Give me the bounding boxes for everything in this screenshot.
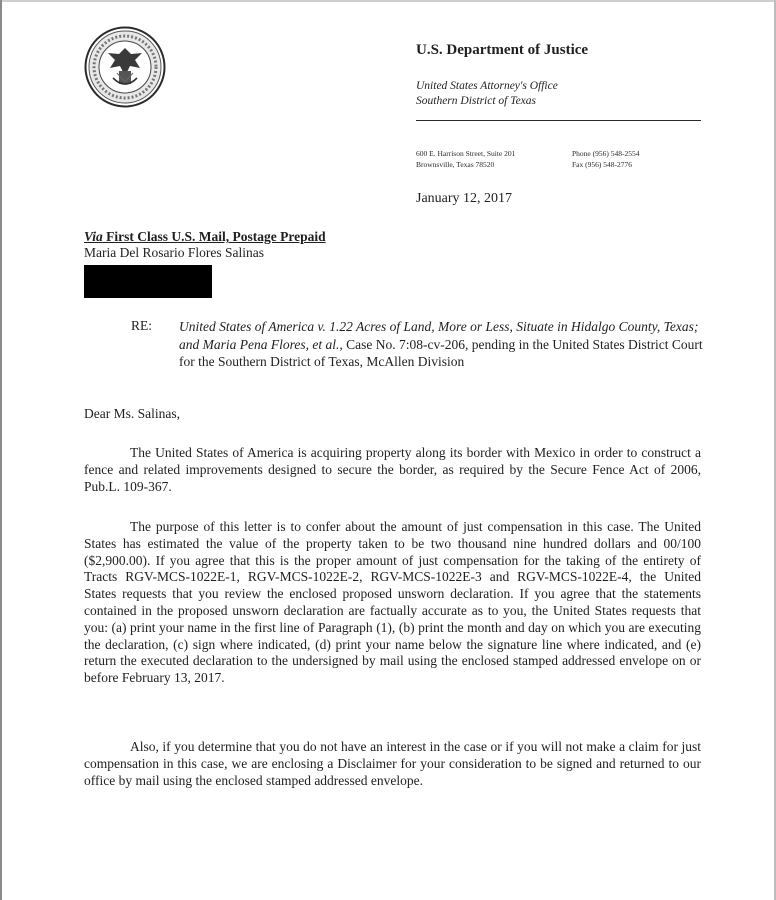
body-paragraph-3: Also, if you determine that you do not have an interest in the case or if you will not make a claim for just compensation in this case, we are enclosing a Disclaimer for your consideration to be signed and returned to our office by mail using the enclosed stamped addressed envelope.: [84, 739, 701, 788]
fax-number: Fax (956) 548-2776: [572, 160, 632, 169]
re-label: RE:: [131, 318, 153, 333]
office-district: Southern District of Texas: [416, 95, 537, 107]
header-divider: [416, 120, 701, 121]
page-top-edge: [0, 0, 776, 2]
address-line-2: Brownsville, Texas 78520: [416, 160, 495, 169]
case-title: United States of America v. 1.22 Acres of Land, More or Less, Situate in Hidalgo County, Texas; and Maria Pena Flores, et al.,: [179, 319, 699, 352]
case-details: Case No. 7:08-cv-206, pending in the United States District Court for the Southern District of Texas, McAllen Division: [179, 336, 703, 369]
body-paragraph-2: The purpose of this letter is to confer about the amount of just compensation in this case. The United States has estimated the value of the property taken to be two thousand nine hundred dollars and 00/100 ($2,900.00). If you agree that this is the proper amount of just compensation for the taking of the entirety of Tracts RGV-MCS-1022E-1, RGV-MCS-1022E-2, RGV-MCS-1022E-3 and RGV-MCS-1022E-4, the United States requests that you review the enclosed proposed unsworn declaration. If you agree that the statements contained in the proposed unsworn declaration are factually accurate as to you, the United States requests that you: (a) print your name in the first line of Paragraph (1), (b) print the month and day on which you are executing the declaration, (c) sign where indicated, (d) print your name below the signature line where indicated, and (e) return the executed declaration to the undersigned by mail using the enclosed stamped addressed envelope on or before February 13, 2017.: [84, 519, 701, 686]
delivery-method: [84, 229, 326, 245]
page-left-edge: [0, 0, 2, 900]
delivery-method-via: Via: [84, 229, 103, 244]
recipient-name: Maria Del Rosario Flores Salinas: [84, 245, 264, 260]
re-case-caption: [179, 318, 704, 371]
letter-date: January 12, 2017: [416, 191, 513, 206]
office-name: United States Attorney's Office: [416, 80, 558, 92]
redacted-address-block: [84, 265, 212, 298]
department-name: U.S. Department of Justice: [416, 42, 589, 58]
body-paragraph-1: The United States of America is acquiring property along its border with Mexico in order to construct a fence and related improvements designed to secure the border, as required by the Secure Fence Act of 2006, Pub.L. 109-367.: [84, 445, 701, 494]
doj-seal-icon: [84, 26, 166, 108]
salutation: Dear Ms. Salinas,: [84, 406, 180, 421]
phone-number: Phone (956) 548-2554: [572, 149, 640, 158]
delivery-method-rest: First Class U.S. Mail, Postage Prepaid: [102, 229, 326, 244]
address-line-1: 600 E. Harrison Street, Suite 201: [416, 149, 516, 158]
